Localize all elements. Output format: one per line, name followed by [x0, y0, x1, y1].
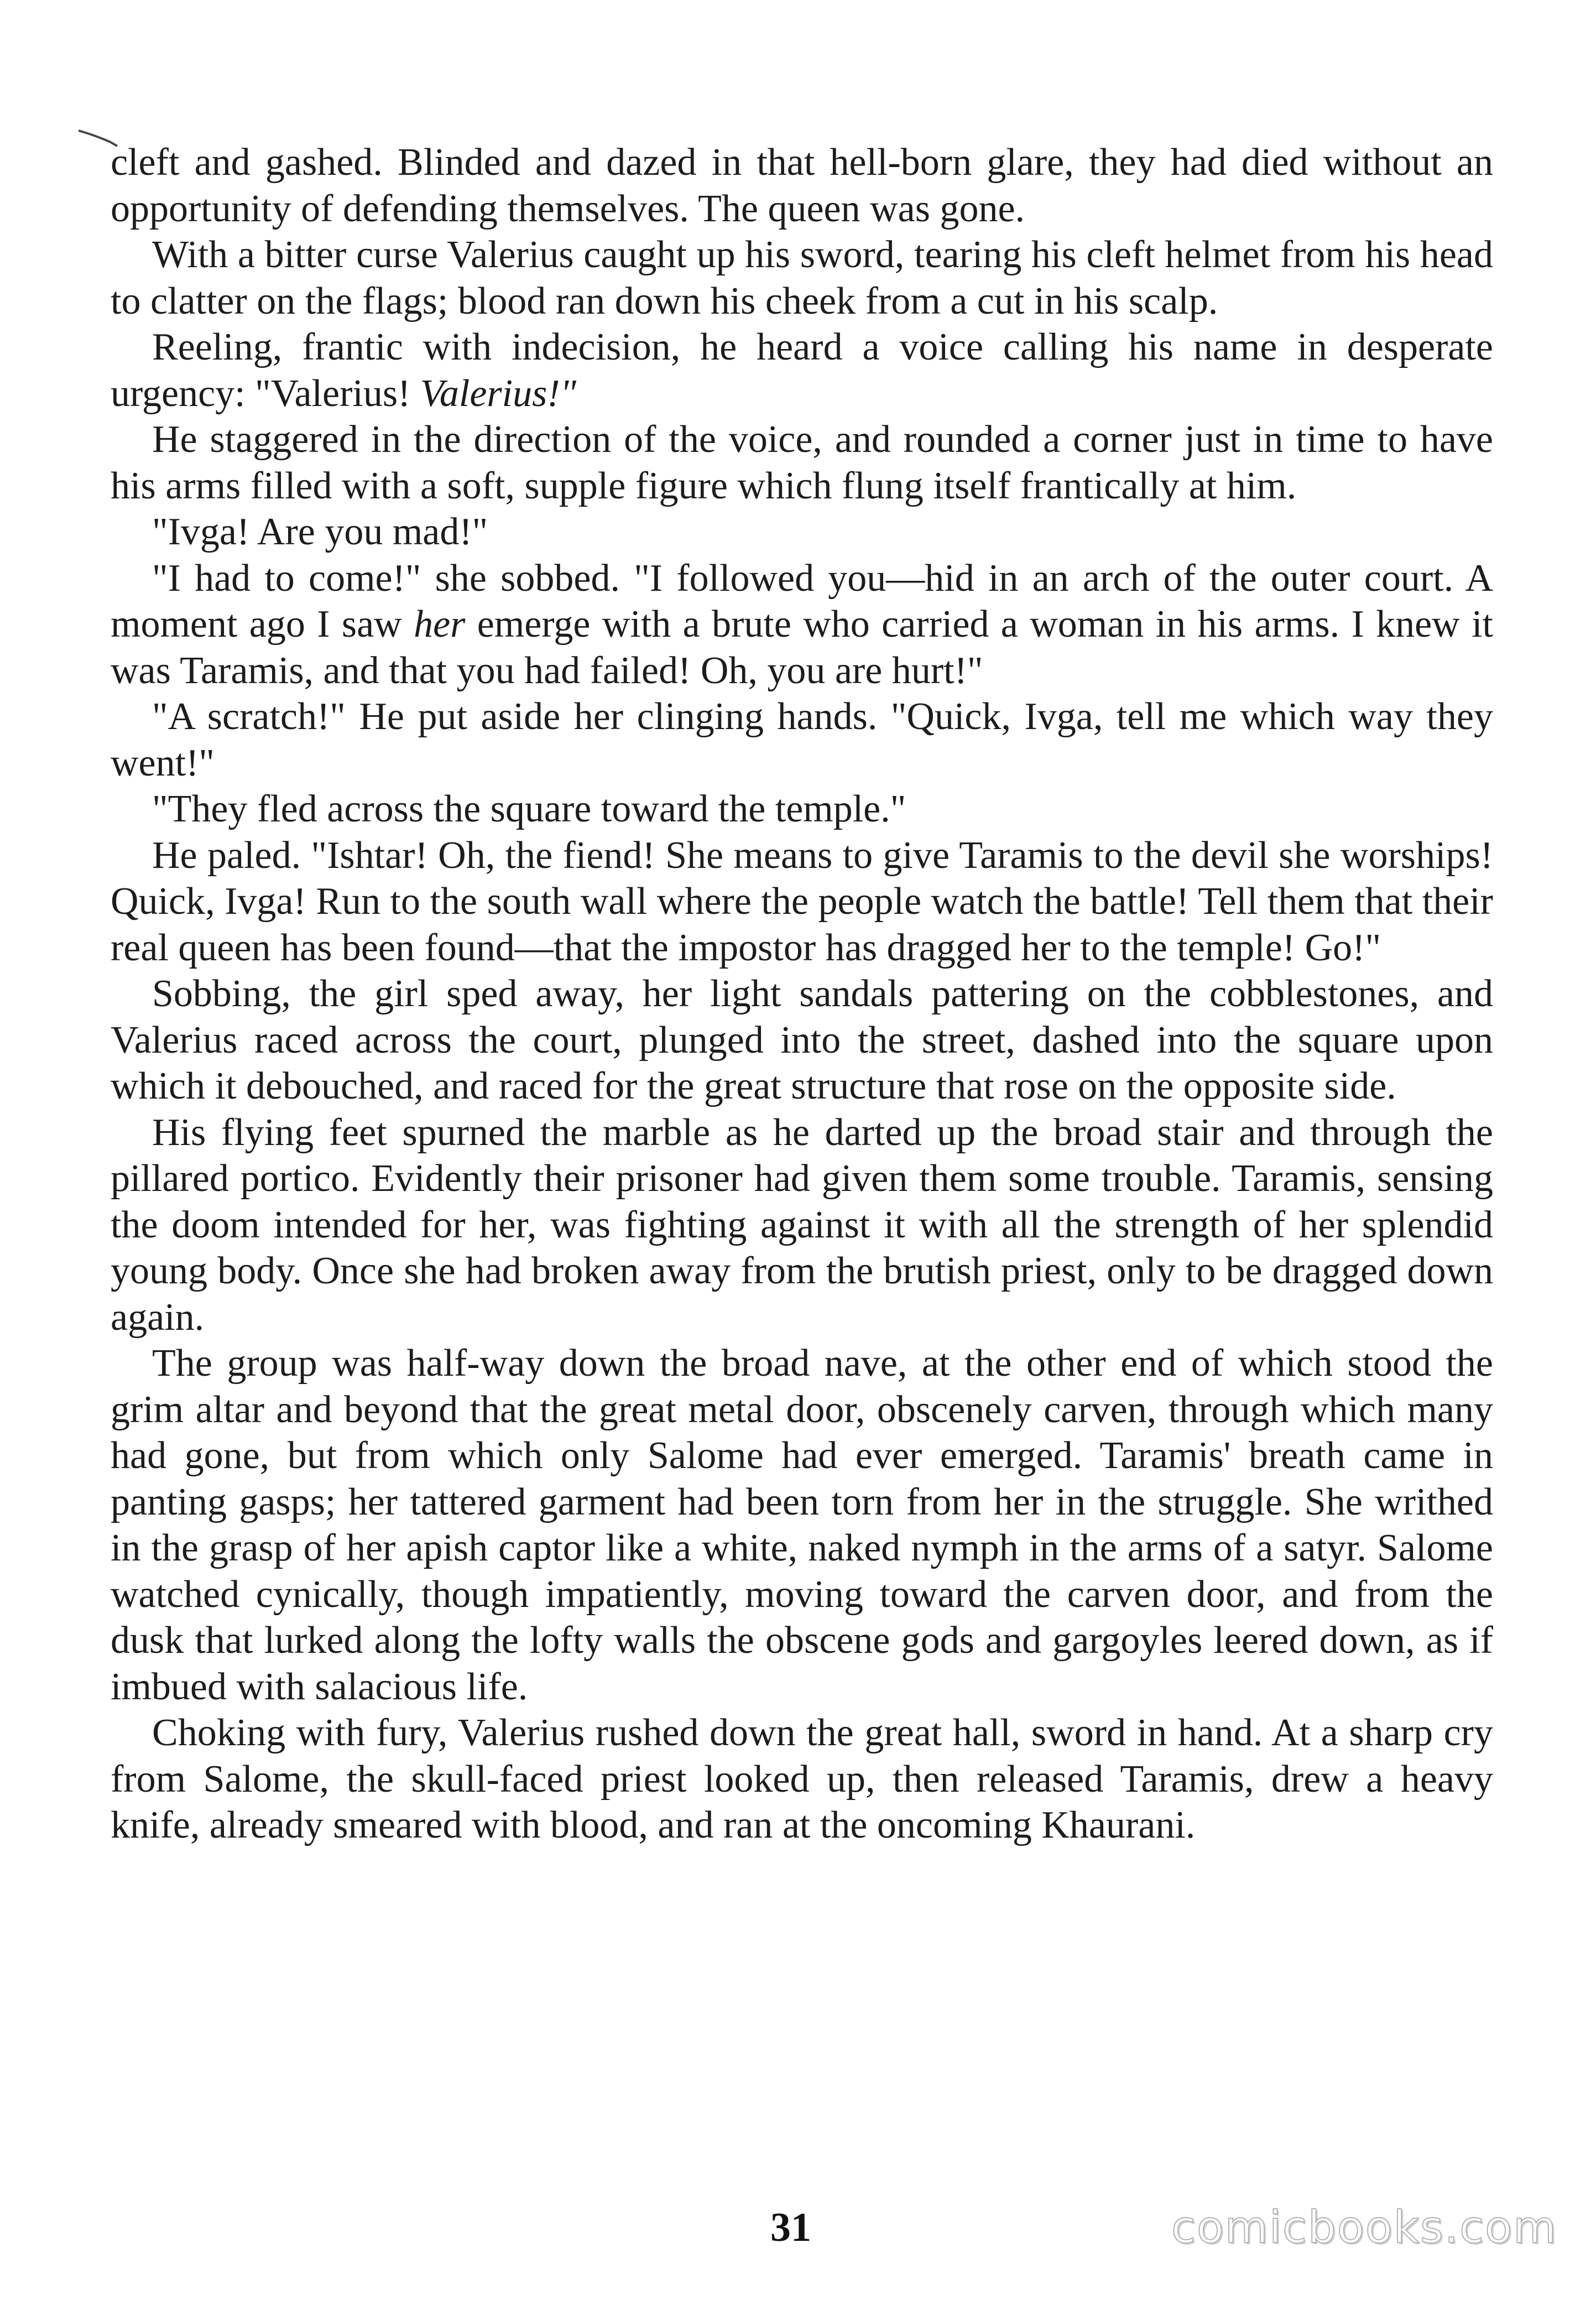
watermark: comicbooks.com — [1171, 2202, 1557, 2253]
paragraph — [111, 971, 1493, 1110]
paragraph-text: Sobbing, the girl sped away, her light sandals pattering on the cobblestones, and Valerius raced across the court, plunged into the street, dashed into the square upon which it debouched, and raced for the great structure that rose on the opposite side. — [111, 972, 1493, 1107]
paragraph — [111, 1110, 1493, 1341]
paragraph-text: With a bitter curse Valerius caught up his sword, tearing his cleft helmet from his head to clatter on the flags; blood ran down his cheek from a cut in his scalp. — [111, 233, 1493, 322]
paragraph-text: emerge with a brute who carried a woman in his arms. I knew it was Taramis, and that you had failed! Oh, you are hurt!" — [111, 603, 1493, 692]
paragraph — [111, 786, 1493, 833]
paragraph-text: "Ivga! Are you mad!" — [152, 511, 488, 553]
paragraph-text: "They fled across the square toward the temple." — [152, 788, 906, 830]
italic-text: her — [414, 603, 466, 646]
italic-text: Valerius!" — [420, 372, 577, 415]
paragraph — [111, 324, 1493, 417]
paragraph-text: He staggered in the direction of the voice, and rounded a corner just in time to have his arms filled with a soft, supple figure which flung itself frantically at him. — [111, 418, 1493, 507]
paragraph-text: Reeling, frantic with indecision, he heard a voice calling his name in desperate urgency: "Valerius! — [111, 326, 1493, 415]
paragraph — [111, 417, 1493, 509]
body-text — [111, 139, 1493, 1849]
paragraph-text: Choking with fury, Valerius rushed down the great hall, sword in hand. At a sharp cry from Salome, the skull-faced priest looked up, then released Taramis, drew a heavy knife, already smeared with blood, and ran at the oncoming Khaurani. — [111, 1711, 1493, 1846]
paragraph-text: His flying feet spurned the marble as he darted up the broad stair and through the pillared portico. Evidently their prisoner had given them some trouble. Taramis, sensing the doom intended for her, was fighting against it with all the strength of her splendid young body. Once she had broken away from the brutish priest, only to be dragged down again. — [111, 1111, 1493, 1339]
paragraph-text: He paled. "Ishtar! Oh, the fiend! She means to give Taramis to the devil she worships! Quick, Ivga! Run to the south wall where the people watch the battle! Tell them that their real queen has been found—that the impostor has dragged her to the temple! Go!" — [111, 834, 1493, 969]
paragraph — [111, 555, 1493, 694]
paragraph — [111, 509, 1493, 555]
paragraph — [111, 1340, 1493, 1710]
paragraph — [111, 232, 1493, 324]
paragraph-text: cleft and gashed. Blinded and dazed in that hell-born glare, they had died without an opportunity of defending themselves. The queen was gone. — [111, 141, 1493, 230]
paragraph-text: "I had to come!" she sobbed. "I followed you—hid in an arch of the outer court. A moment ago I saw — [111, 556, 1493, 646]
paragraph — [111, 833, 1493, 971]
page-number: 31 — [770, 2205, 811, 2250]
paragraph-text: "A scratch!" He put aside her clinging hands. "Quick, Ivga, tell me which way they went!" — [111, 695, 1493, 784]
paragraph — [111, 1710, 1493, 1849]
paragraph — [111, 694, 1493, 786]
paragraph — [111, 139, 1493, 232]
paragraph-text: The group was half-way down the broad nave, at the other end of which stood the grim altar and beyond that the great metal door, obscenely carven, through which many had gone, but from which only Salome had ever emerged. Taramis' breath came in panting gasps; her tattered garment had been torn from her in the struggle. She writhed in the grasp of her apish captor like a white, naked nymph in the arms of a satyr. Salome watched cynically, though impatiently, moving toward the carven door, and from the dusk that lurked along the lofty walls the obscene gods and gargoyles leered down, as if imbued with salacious life. — [111, 1342, 1493, 1708]
